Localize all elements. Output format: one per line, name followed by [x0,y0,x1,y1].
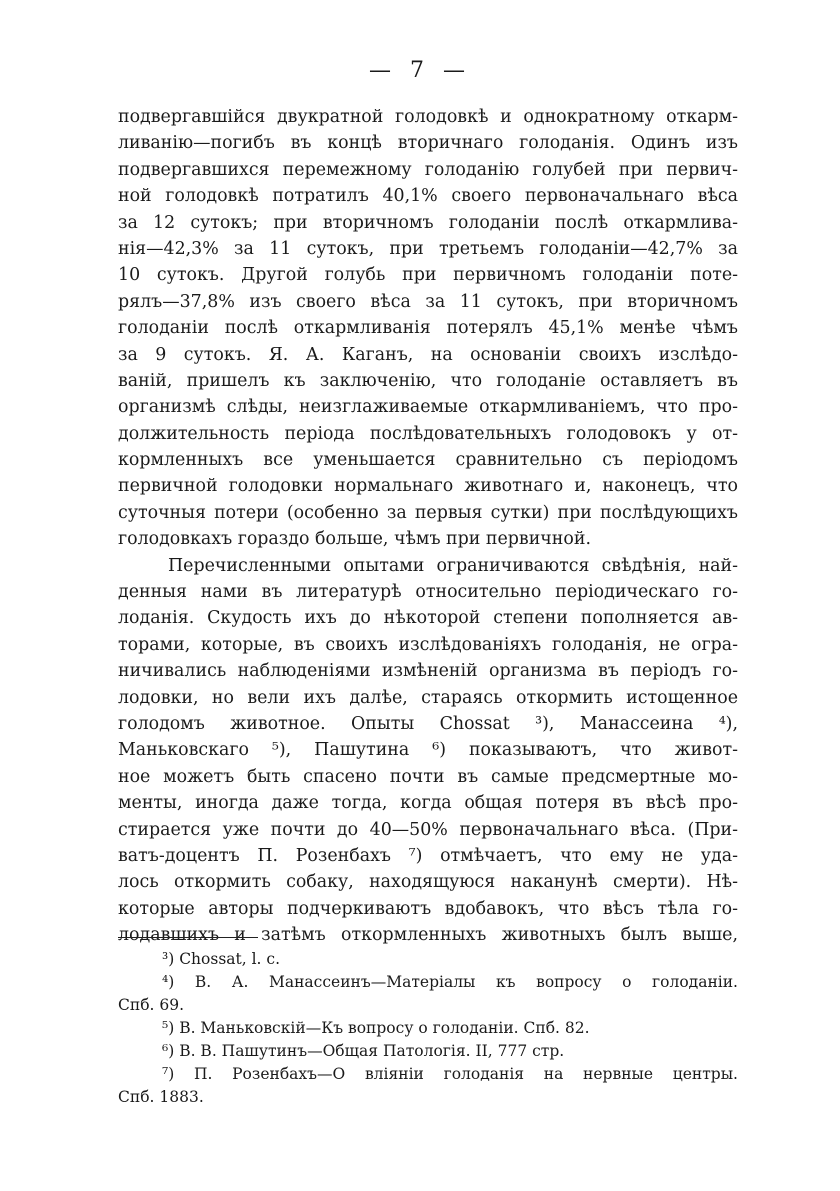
text-line: подвергавшійся двукратной голодовкѣ и однократному откарм- [118,107,738,127]
text-line: первичной голодовки нормальнаго животнаго и, наконецъ, что [118,476,738,497]
text-line: голодомъ животное. Опыты Chossat ³), Манассеина ⁴), [118,713,738,734]
text-line: рялъ—37,8% изъ своего вѣса за 11 сутокъ, при вторичномъ [118,291,738,312]
text-line: кормленныхъ все уменьшается сравнительно съ періодомъ [118,450,738,471]
text-line: организмѣ слѣды, неизглаживаемые откармливаніемъ, что про- [118,397,738,418]
footnote-line: Спб. 69. [118,996,185,1014]
footnote-line: ⁶) В. В. Пашутинъ—Общая Патологія. II, 777 стр. [162,1042,565,1060]
text-line: лодавшихъ и затѣмъ откормленныхъ животныхъ былъ выше, [118,925,738,946]
text-line: должительность періода послѣдовательныхъ голодовокъ у от- [118,423,738,444]
footnotes [118,948,738,1109]
text-line: лось откормить собаку, находящуюся наканунѣ смерти). Нѣ- [118,872,738,893]
text-line: ватъ-доцентъ П. Розенбахъ ⁷) отмѣчаетъ, что ему не уда- [118,845,738,866]
text-line: менты, иногда даже тогда, когда общая потеря въ вѣсѣ про- [118,793,738,814]
footnote-line: ⁷) П. Розенбахъ—О вліяніи голоданія на нервные центры. [162,1065,738,1083]
text-line: голодовкахъ гораздо больше, чѣмъ при первичной. [118,529,591,550]
text-line: ничивались наблюденіями измѣненій организма въ періодъ го- [118,661,738,682]
footnote-line: Спб. 1883. [118,1088,204,1106]
footnote-line: ⁵) В. Маньковскій—Къ вопросу о голоданіи. Спб. 82. [162,1019,590,1037]
text-line: лодовки, но вели ихъ далѣе, стараясь откормить истощенное [118,687,738,708]
text-line: торами, которые, въ своихъ изслѣдованіяхъ голоданія, не огра- [118,634,738,655]
text-line: за 9 сутокъ. Я. А. Каганъ, на основаніи своихъ изслѣдо- [118,344,738,365]
text-line: ное можетъ быть спасено почти въ самые предсмертные мо- [118,766,738,787]
text-line: подвергавшихся перемежному голоданію голубей при первич- [118,159,738,180]
body-text [118,104,738,949]
footnote-line: ⁴) В. А. Манассеинъ—Матеріалы къ вопросу о голоданіи. [162,973,738,991]
footnote-line: ³) Chossat, l. c. [162,950,281,968]
text-line: голоданіи послѣ откармливанія потерялъ 45,1% менѣе чѣмъ [118,318,738,339]
text-line: денныя нами въ литературѣ относительно періодическаго го- [118,582,738,603]
text-line: лоданія. Скудость ихъ до нѣкоторой степени пополняется ав- [118,608,738,629]
text-line: ваній, пришелъ къ заключенію, что голоданіе оставляетъ въ [118,370,738,391]
text-line: ной голодовкѣ потратилъ 40,1% своего первоначальнаго вѣса [118,186,738,207]
text-line: нія—42,3% за 11 сутокъ, при третьемъ голоданіи—42,7% за [118,238,738,259]
text-line: 10 сутокъ. Другой голубь при первичномъ голоданіи поте- [118,265,738,286]
text-line: Маньковскаго ⁵), Пашутина ⁶) показываютъ, что живот- [118,740,738,761]
text-line: которые авторы подчеркиваютъ вдобавокъ, что вѣсъ тѣла го- [118,898,738,919]
footnote-divider [118,937,258,938]
text-line: суточныя потери (особенно за первыя сутки) при послѣдующихъ [118,502,738,523]
text-line: Перечисленными опытами ограничиваются свѣдѣнія, най- [168,555,738,576]
text-line: ливанію—погибъ въ концѣ вторичнаго голоданія. Одинъ изъ [118,133,738,154]
text-line: за 12 сутокъ; при вторичномъ голоданіи послѣ откармлива- [118,212,738,233]
page-number: — 7 — [369,58,471,83]
text-line: стирается уже почти до 40—50% первоначальнаго вѣса. (При- [118,819,738,840]
